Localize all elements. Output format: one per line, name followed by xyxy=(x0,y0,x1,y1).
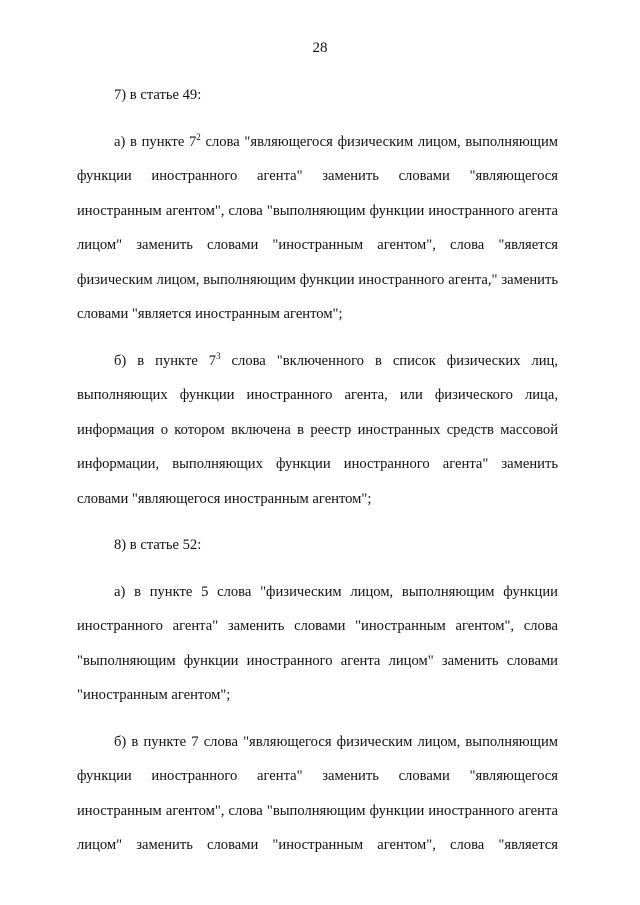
paragraph-49-a-text: слова "являющегося физическим лицом, выполняющим функции иностранного агента" заменить словами "являющегося иностранным агентом", слова "выполняющим функции иностранного агента лицом" заменить словами "иностранным агентом", слова "является физическим лицом, выполняющим функции иностранного агента," заменить словами "является иностранным агентом"; xyxy=(77,133,559,322)
paragraph-49-a xyxy=(77,125,558,332)
paragraph-article-49: 7) в статье 49: xyxy=(114,87,202,103)
paragraph-49-b-text: слова "включенного в список физических лиц, выполняющих функции иностранного агента, или физического лица, информация о котором включена в реестр иностранных средств массовой информации, выполняющих функции иностранного агента" заменить словами "являющегося иностранным агентом"; xyxy=(77,352,558,507)
document-body xyxy=(77,78,558,863)
paragraph-article-52: 8) в статье 52: xyxy=(114,537,202,553)
paragraph-49-a-start: а) в пункте 7 xyxy=(114,133,197,150)
superscript-2: 2 xyxy=(196,131,201,142)
paragraph-52-a: а) в пункте 5 слова "физическим лицом, выполняющим функции иностранного агента" заменить словами "иностранным агентом", слова "выполняющим функции иностранного агента лицом" заменить словами "иностранным агентом"; xyxy=(77,583,558,703)
paragraph-49-b-start: б) в пункте 7 xyxy=(114,352,217,369)
superscript-3: 3 xyxy=(216,350,221,361)
paragraph-49-b xyxy=(77,344,558,517)
paragraph-52-b: б) в пункте 7 слова "являющегося физическим лицом, выполняющим функции иностранного агента" заменить словами "являющегося иностранным агентом", слова "выполняющим функции иностранного агента лицом" заменить словами "иностранным агентом", слова "является xyxy=(77,733,558,853)
page-number: 28 xyxy=(312,40,328,56)
